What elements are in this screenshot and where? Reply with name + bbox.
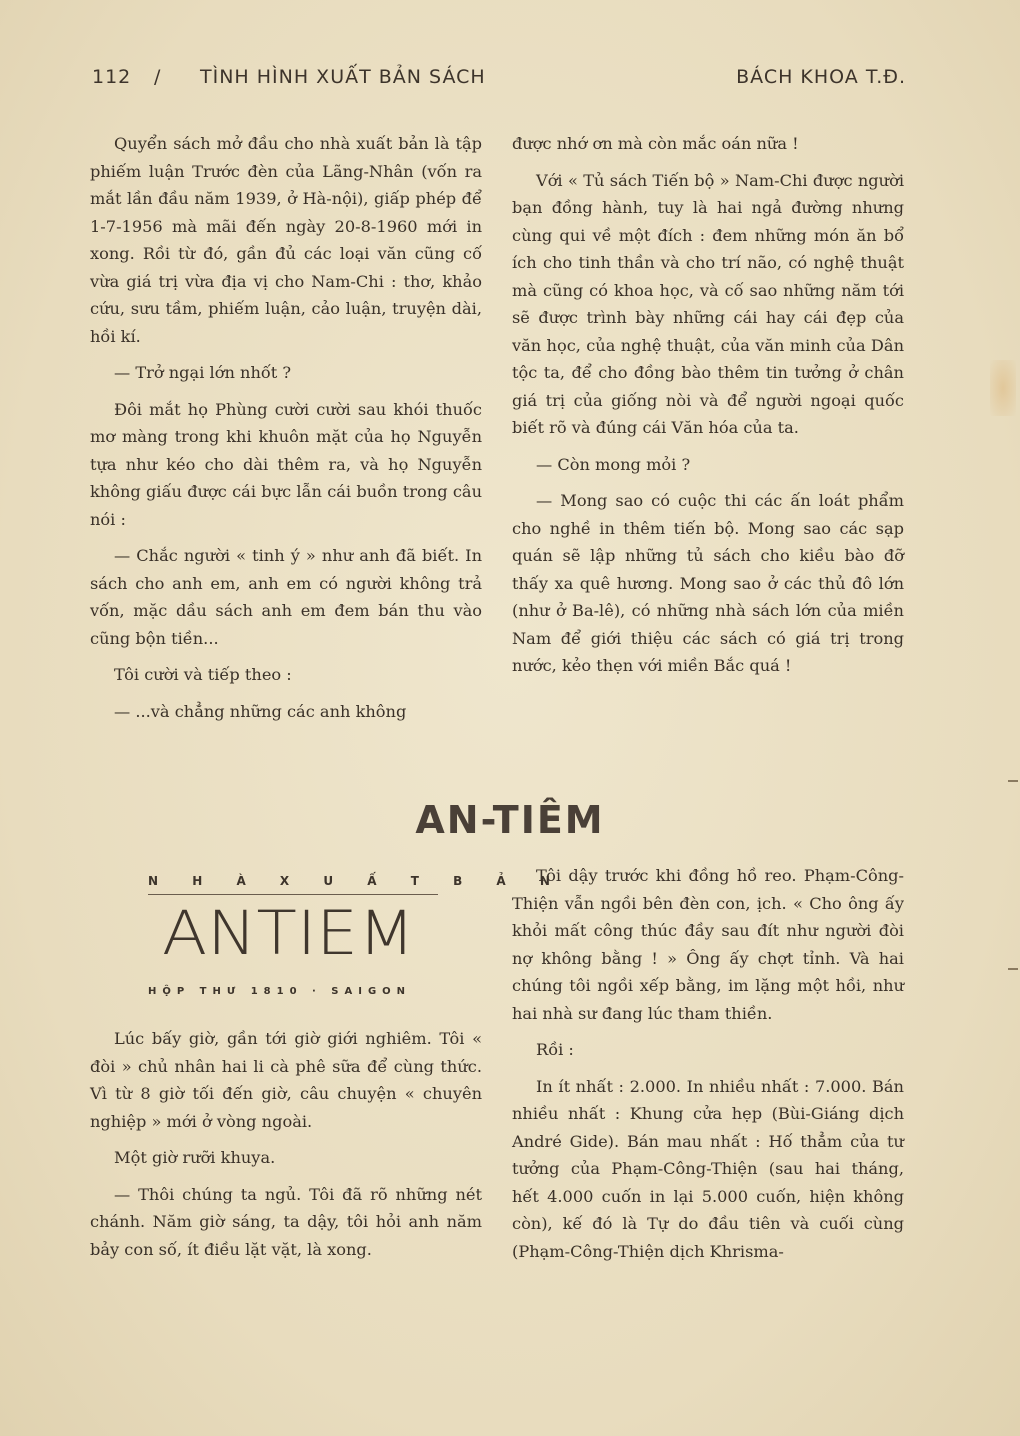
- logo-top-line: N H À X U Ấ T B Ả N: [148, 874, 565, 888]
- paragraph: Với « Tủ sách Tiến bộ » Nam-Chi được người bạn đồng hành, tuy là hai ngả đường nhưng cùng qui về một đích : đem những món ăn bổ ích cho tinh thần và cho trí não, có nghệ thuật mà cũng có khoa học, và cố sao những năm tới sẽ được trình bày những cái hay cái đẹp của văn học, của nghệ thuật, của văn minh của Dân tộc ta, để cho đồng bào thêm tin tưởng ở chân giá trị của giống nòi và để người ngoại quốc biết rõ và đúng cái Văn hóa của ta.: [512, 170, 904, 437]
- margin-mark: [1008, 780, 1018, 782]
- paragraph: Tôi cười và tiếp theo :: [114, 665, 292, 684]
- right-top-column: [512, 130, 904, 689]
- paragraph: Một giờ rưỡi khuya.: [114, 1148, 276, 1167]
- paragraph: — Thôi chúng ta ngủ. Tôi đã rõ những nét chánh. Năm giờ sáng, ta dậy, tôi hỏi anh năm bảy con số, ít điều lặt vặt, là xong.: [90, 1184, 482, 1259]
- right-bottom-column: [512, 862, 904, 1274]
- paragraph: Quyển sách mở đầu cho nhà xuất bản là tập phiếm luận Trước đèn của Lãng-Nhân (vốn ra mắt lần đầu năm 1939, ở Hà-nội), giấp phép để 1-7-1956 mà mãi đến ngày 20-8-1960 mới in xong. Rồi từ đó, gần đủ các loại văn cũng cố vừa giá trị vừa địa vị cho Nam-Chi : thơ, khảo cứu, sưu tầm, phiếm luận, cảo luận, truyện dài, hồi kí.: [90, 134, 482, 346]
- left-top-column: [90, 130, 482, 734]
- paragraph: Rồi :: [536, 1040, 574, 1059]
- paragraph: được nhớ ơn mà còn mắc oán nữa !: [512, 134, 799, 153]
- paragraph: — Còn mong mỏi ?: [536, 454, 691, 474]
- logo-name: ANTIEM: [162, 898, 415, 969]
- paragraph: Lúc bấy giờ, gần tới giờ giới nghiêm. Tôi « đòi » chủ nhân hai li cà phê sữa để cùng thức. Vì từ 8 giờ tối đến giờ, câu chuyện « chuyên nghiệp » mới ở vòng ngoài.: [90, 1029, 482, 1131]
- section-heading: AN-TIÊM: [415, 798, 605, 842]
- paragraph: Tôi dậy trước khi đồng hồ reo. Phạm-Công-Thiện vẫn ngồi bên đèn con, ịch. « Cho ông ấy khỏi mất công thúc đầy sau đít như người đòi nợ không bằng ! » Ông ấy chợt tỉnh. Và hai chúng tôi ngồi xếp bằng, im lặng một hồi, như hai nhà sư đang lúc tham thiền.: [512, 866, 904, 1023]
- page-number: 112: [92, 66, 132, 88]
- left-bottom-column: [90, 1025, 482, 1272]
- section-title: TÌNH HÌNH XUẤT BẢN SÁCH: [200, 66, 486, 88]
- antiem-logo: [148, 868, 565, 1008]
- paragraph: Đôi mắt họ Phùng cười cười sau khói thuốc mơ màng trong khi khuôn mặt của họ Nguyễn tựa như kéo cho dài thêm ra, và họ Nguyễn không giấu được cái bực lẫn cái buồn trong câu nói :: [90, 399, 482, 529]
- publication-name: BÁCH KHOA T.Đ.: [736, 66, 906, 88]
- paragraph: — ...và chẳng những các anh không: [114, 701, 407, 721]
- logo-rule: [148, 894, 438, 895]
- paper-stain: [990, 360, 1016, 416]
- paragraph: — Chắc người « tinh ý » như anh đã biết. In sách cho anh em, anh em có người không trả vốn, mặc dầu sách anh em đem bán thu vào cũng bộn tiền...: [90, 546, 482, 648]
- header-separator: /: [154, 66, 162, 88]
- margin-mark: [1008, 968, 1018, 970]
- logo-bottom-line: HỘP THƯ 1810 · SAIGON: [148, 986, 412, 997]
- page-header: [92, 66, 906, 96]
- paragraph: — Trở ngại lớn nhốt ?: [114, 363, 292, 382]
- paragraph: — Mong sao có cuộc thi các ấn loát phẩm cho nghề in thêm tiến bộ. Mong sao các sạp quán sẽ lập những tủ sách cho kiều bào đỡ thấy xa quê hương. Mong sao ở các thủ đô lớn (như ở Ba-lê), có những nhà sách lớn của miền Nam để giới thiệu các sách có giá trị trong nước, kẻo thẹn với miền Bắc quá !: [512, 491, 904, 675]
- paragraph: In ít nhất : 2.000. In nhiều nhất : 7.000. Bán nhiều nhất : Khung cửa hẹp (Bùi-Giáng dịch André Gide). Bán mau nhất : Hố thẳm của tư tưởng của Phạm-Công-Thiện (sau hai tháng, hết 4.000 cuốn in lại 5.000 cuốn, hiện không còn), kế đó là Tự do đầu tiên và cuối cùng (Phạm-Công-Thiện dịch Khrisma-: [512, 1076, 904, 1261]
